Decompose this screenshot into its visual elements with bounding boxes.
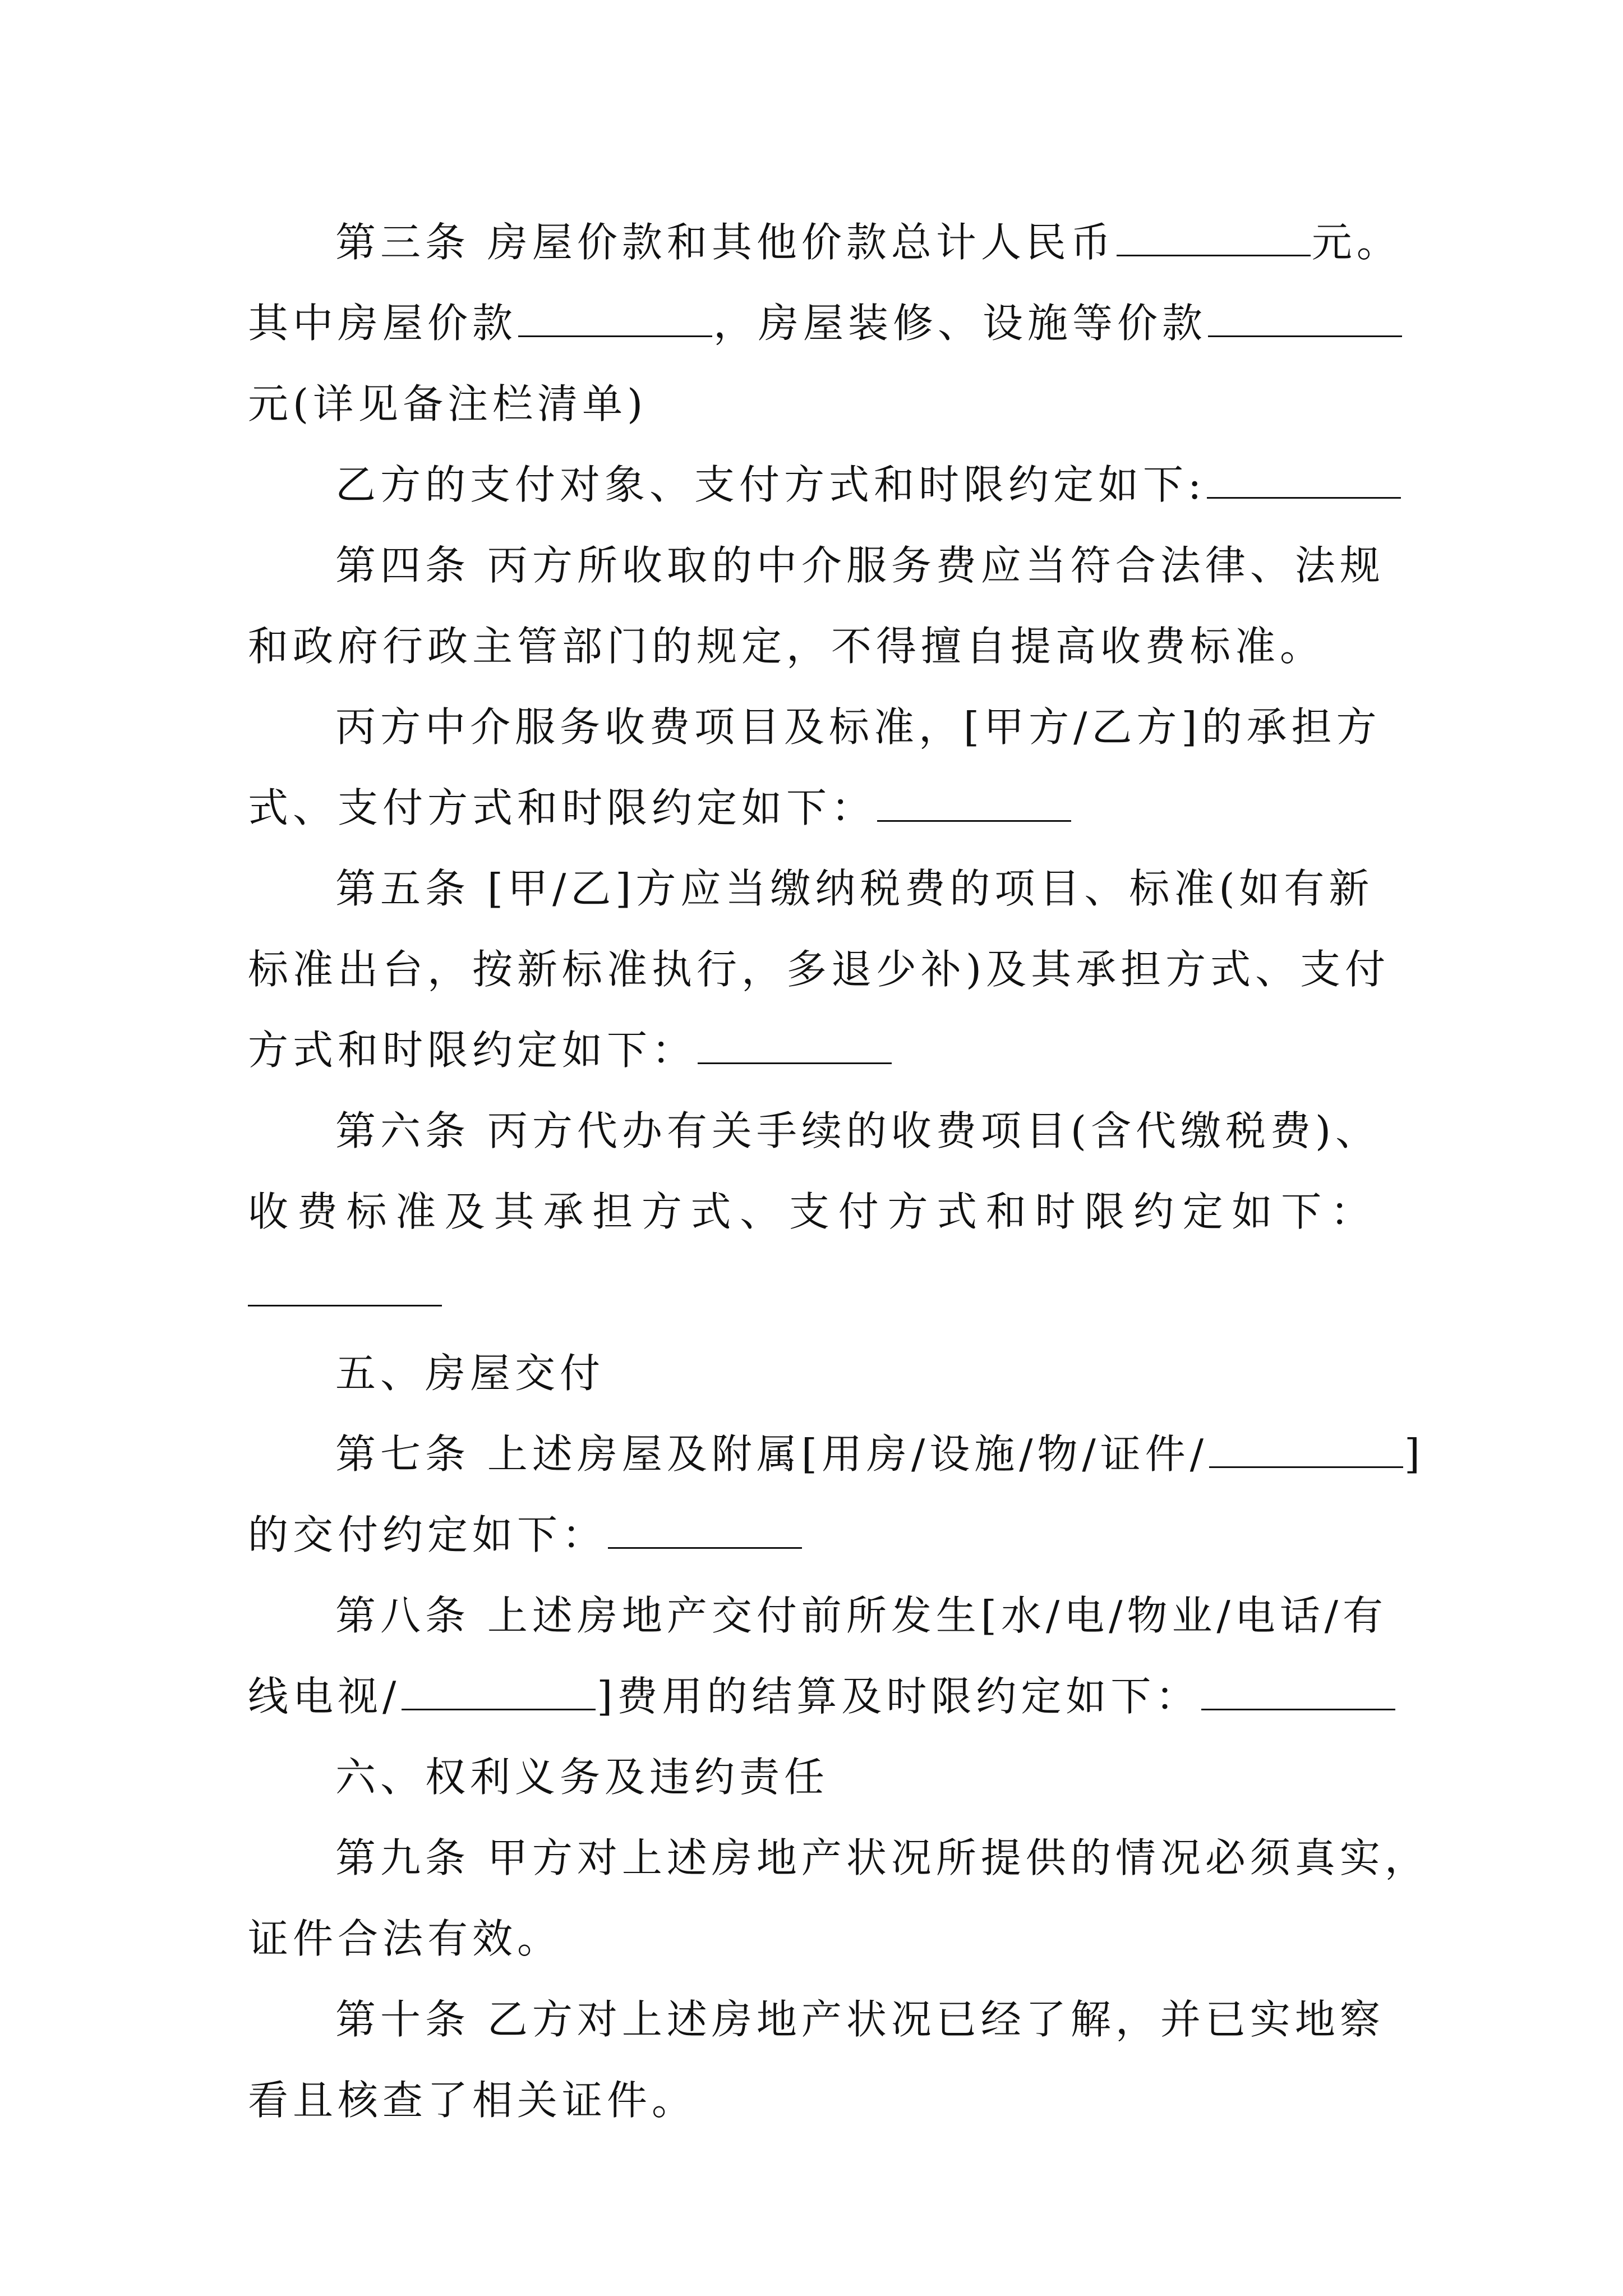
text-span: 乙方的支付对象、支付方式和时限约定如下: xyxy=(335,461,1206,508)
article-9-line-2 xyxy=(248,1898,1375,1979)
article-8-line-2 xyxy=(248,1656,1375,1737)
article-10-line-2 xyxy=(248,2060,1375,2141)
fee-line-2 xyxy=(248,767,1375,848)
blank-house-price xyxy=(518,302,712,337)
text-span: 元(详见备注栏清单) xyxy=(248,380,648,427)
blank-payment-terms xyxy=(1207,463,1401,499)
article-6-line-3 xyxy=(248,1252,1375,1333)
article-9-line-1 xyxy=(248,1818,1430,1898)
text-span: 第四条 丙方所收取的中介服务费应当符合法律、法规 xyxy=(335,542,1385,589)
text-span: 第八条 上述房地产交付前所发生[水/电/物业/电话/有 xyxy=(335,1592,1388,1639)
article-8-line-1 xyxy=(248,1575,1388,1656)
blank-total-price xyxy=(1117,221,1311,256)
text-span: 六、权利义务及违约责任 xyxy=(335,1754,829,1801)
blank-settlement-terms xyxy=(1201,1675,1395,1710)
article-5-line-3 xyxy=(248,1010,1375,1091)
text-span: 第三条 房屋价款和其他价款总计人民币 xyxy=(335,219,1115,266)
text-span: 第九条 甲方对上述房地产状况所提供的情况必须真实， xyxy=(335,1834,1430,1881)
payment-line xyxy=(248,444,1375,525)
article-5-line-1 xyxy=(248,848,1375,929)
blank-attachments xyxy=(1209,1433,1403,1468)
article-6-line-1 xyxy=(248,1091,1381,1171)
section-6-heading xyxy=(248,1737,1375,1818)
section-5-heading xyxy=(248,1333,1375,1414)
text-span: ]费用的结算及时限约定如下： xyxy=(597,1673,1201,1720)
text-span: 第七条 上述房屋及附属[用房/设施/物/证件/ xyxy=(335,1430,1209,1478)
article-4-line-2 xyxy=(248,606,1375,687)
text-span: 线电视/ xyxy=(248,1673,401,1720)
text-span: 的交付约定如下： xyxy=(248,1511,607,1558)
article-5-line-2 xyxy=(248,929,1390,1010)
text-span: 其中房屋价款 xyxy=(248,300,518,347)
text-span: 丙方中介服务收费项目及标准，[甲方/乙方]的承担方 xyxy=(335,703,1381,751)
blank-other-fees xyxy=(402,1675,596,1710)
text-span: 第六条 丙方代办有关手续的收费项目(含代缴税费)、 xyxy=(335,1107,1381,1154)
text-span: 方式和时限约定如下： xyxy=(248,1027,697,1074)
fee-line-1 xyxy=(248,687,1381,767)
text-span: ] xyxy=(1404,1430,1425,1478)
text-span: 式、支付方式和时限约定如下： xyxy=(248,784,877,831)
contract-text xyxy=(248,202,1430,2141)
blank-agency-terms xyxy=(248,1271,442,1306)
article-7-line-1 xyxy=(248,1414,1425,1494)
article-6-line-2 xyxy=(248,1171,1375,1252)
text-span: 标准出台，按新标准执行，多退少补)及其承担方式、支付 xyxy=(248,946,1390,993)
article-10-line-1 xyxy=(248,1979,1385,2060)
article-4-line-1 xyxy=(248,525,1385,606)
article-7-line-2 xyxy=(248,1494,1375,1575)
blank-tax-terms xyxy=(698,1029,892,1064)
text-span: 和政府行政主管部门的规定，不得擅自提高收费标准。 xyxy=(248,623,1325,670)
text-span: 证件合法有效。 xyxy=(248,1915,562,1962)
article-3-line-3 xyxy=(248,364,1375,444)
text-span: 第五条 [甲/乙]方应当缴纳税费的项目、标准(如有新 xyxy=(335,865,1374,912)
text-span: 元。 xyxy=(1311,219,1401,266)
text-span: 收费标准及其承担方式、支付方式和时限约定如下： xyxy=(248,1188,1375,1235)
text-span: 第十条 乙方对上述房地产状况已经了解，并已实地察 xyxy=(335,1996,1385,2043)
article-3-line-1 xyxy=(248,202,1401,283)
blank-decoration-price xyxy=(1208,302,1402,337)
text-span: 看且核查了相关证件。 xyxy=(248,2077,697,2124)
article-3-line-2 xyxy=(248,283,1375,364)
blank-fee-terms xyxy=(877,786,1071,822)
text-span: ，房屋装修、设施等价款 xyxy=(713,300,1207,347)
blank-delivery-terms xyxy=(608,1513,802,1549)
text-span: 五、房屋交付 xyxy=(335,1350,605,1397)
